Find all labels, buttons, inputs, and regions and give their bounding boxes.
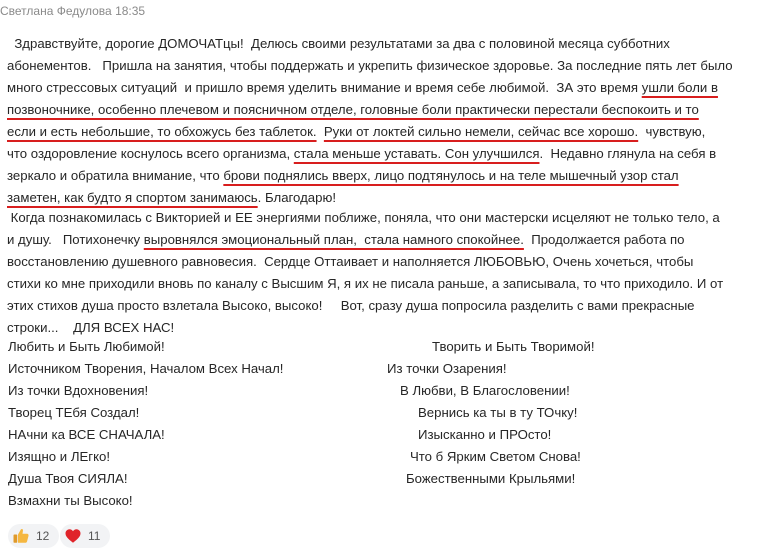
like-reaction-button[interactable]	[8, 524, 59, 548]
poem	[0, 339, 762, 515]
text-line	[7, 99, 759, 121]
text-line	[7, 229, 759, 251]
poem-row	[0, 383, 762, 405]
poem-line-left: Из точки Вдохновения!	[8, 383, 149, 398]
text-line	[7, 317, 759, 339]
text-segment: много стрессовых ситуаций и пришло время уделить внимание и время себе любимой. ЗА это время	[7, 80, 642, 95]
text-line	[7, 207, 759, 229]
heart-count: 11	[88, 529, 101, 543]
text-segment: и душу. Потихонечку	[7, 232, 144, 247]
poem-line-left: Творец ТЕбя Создал!	[8, 405, 140, 420]
heart-icon	[64, 527, 82, 545]
text-line	[7, 187, 759, 209]
highlighted-text: ушли боли в	[641, 80, 718, 95]
text-segment: . Недавно глянула на себя в	[539, 146, 717, 161]
poem-line-right: Что б Ярким Светом Снова!	[410, 449, 581, 464]
message-time: 18:35	[115, 4, 146, 18]
poem-row	[0, 493, 762, 515]
poem-line-left: Любить и Быть Любимой!	[8, 339, 165, 354]
highlighted-text: позвоночнике, особенно плечевом и поясничном отделе, головные боли практически перестали беспокоить и то	[7, 102, 699, 117]
highlighted-text: брови поднялись вверх, лицо подтянулось и на теле мышечный узор стал	[223, 168, 679, 183]
poem-line-left: Источником Творения, Началом Всех Начал!	[8, 361, 284, 376]
poem-row	[0, 361, 762, 383]
text-segment: . Благодарю!	[257, 190, 337, 205]
text-segment: стихи ко мне приходили вновь по каналу с Высшим Я, я их не писала раньше, а записывала, то что приходило. И от	[7, 276, 724, 291]
text-line	[7, 143, 759, 165]
thumbs-up-icon	[12, 527, 30, 545]
highlighted-text: Руки от локтей сильно немели, сейчас все хорошо.	[323, 124, 639, 139]
text-line	[7, 121, 759, 143]
highlighted-text: выровнялся эмоциональный план, стала намного спокойнее.	[143, 232, 524, 247]
text-segment: строки... ДЛЯ ВСЕХ НАС!	[7, 320, 175, 335]
poem-row	[0, 449, 762, 471]
poem-line-right: Из точки Озарения!	[387, 361, 507, 376]
text-line	[7, 273, 759, 295]
poem-row	[0, 427, 762, 449]
text-segment	[317, 124, 324, 139]
text-segment: этих стихов душа просто взлетала Высоко, высоко! Вот, сразу душа попросила разделить с вами прекрасные	[7, 298, 695, 313]
text-segment: восстановлению душевного равновесия. Сердце Оттаивает и наполняется ЛЮБОВЬЮ, Очень хочеться, чтобы	[7, 254, 694, 269]
text-segment: Здравствуйте, дорогие ДОМОЧАТцы! Делюсь своими результатами за два с половиной месяца субботних	[7, 36, 670, 51]
text-line	[7, 55, 759, 77]
text-segment: что оздоровление коснулось всего организма,	[7, 146, 294, 161]
message-paragraph-2	[7, 207, 759, 339]
text-segment: чувствую,	[638, 124, 706, 139]
poem-line-right: Творить и Быть Творимой!	[432, 339, 595, 354]
poem-row	[0, 339, 762, 361]
poem-row	[0, 471, 762, 493]
text-segment: Когда познакомилась с Викторией и ЕЕ энергиями поближе, поняла, что они мастерски исцеляют не только тело, а	[7, 210, 720, 225]
text-segment: зеркало и обратила внимание, что	[7, 168, 224, 183]
like-count: 12	[36, 529, 50, 543]
text-line	[7, 295, 759, 317]
poem-line-right: Изысканно и ПРОсто!	[418, 427, 552, 442]
text-segment: абонементов. Пришла на занятия, чтобы поддержать и укрепить физическое здоровье. За последние пять лет было	[7, 58, 733, 73]
poem-line-right: Вернись ка ты в ту ТОчку!	[418, 405, 578, 420]
highlighted-text: заметен, как будто я спортом занимаюсь	[7, 190, 258, 205]
text-line	[7, 251, 759, 273]
text-segment: Продолжается работа по	[523, 232, 685, 247]
poem-line-left: НАчни ка ВСЕ СНАЧАЛА!	[8, 427, 165, 442]
message-paragraph-1	[7, 33, 759, 209]
highlighted-text: если и есть небольшие, то обхожусь без таблеток.	[7, 124, 317, 139]
author-name[interactable]: Светлана Федулова	[0, 4, 112, 18]
poem-row	[0, 405, 762, 427]
message-header	[0, 4, 145, 18]
poem-line-right: В Любви, В Благословении!	[400, 383, 570, 398]
heart-reaction-button[interactable]	[60, 524, 110, 548]
poem-line-left: Взмахни ты Высоко!	[8, 493, 133, 508]
poem-line-right: Божественными Крыльями!	[406, 471, 576, 486]
text-line	[7, 165, 759, 187]
poem-line-left: Изящно и ЛЕгко!	[8, 449, 111, 464]
text-line	[7, 33, 759, 55]
text-line	[7, 77, 759, 99]
poem-line-left: Душа Твоя СИЯЛА!	[8, 471, 128, 486]
highlighted-text: стала меньше уставать. Сон улучшился	[293, 146, 540, 161]
